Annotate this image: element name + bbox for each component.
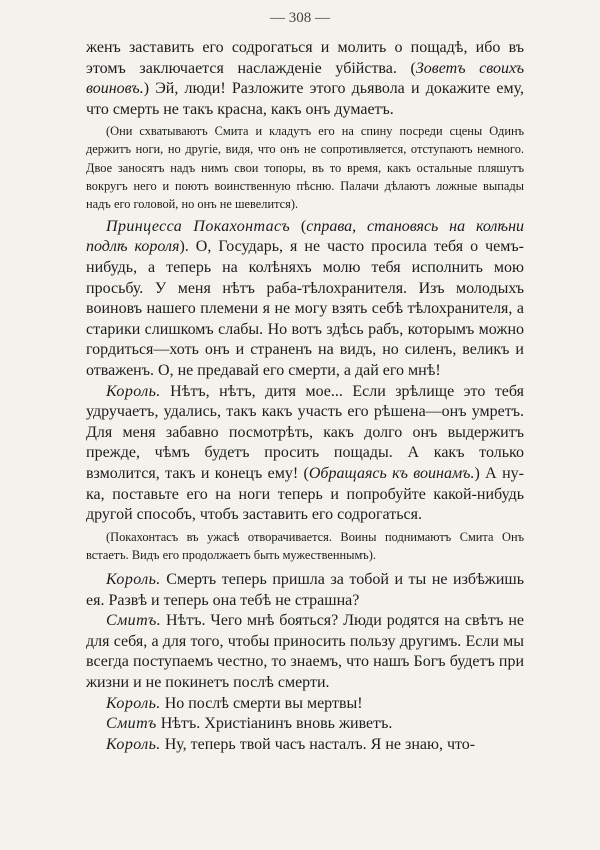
speaker-name: Король.	[106, 694, 161, 712]
text: Смерть теперь пришла за тобой и ты не избѣжишь ея. Развѣ и теперь она тебѣ не страшна?	[86, 570, 524, 609]
text: Ну, теперь твой часъ насталъ. Я не знаю, что-	[160, 735, 476, 753]
speaker-name: Принцесса Покахонтасъ	[106, 217, 291, 235]
text: ) А ну-ка, поставьте его на ноги теперь и попробуйте какой-нибудь другой способъ, чтобъ заставить его содрогаться.	[86, 464, 525, 524]
speaker-name: Смитъ.	[106, 612, 162, 630]
paragraph-king-4	[86, 735, 524, 756]
stage-direction-1: (Они схватываютъ Смита и кладутъ его на спину посреди сцены Одинъ держитъ ноги, но другіе, видя, что онъ не сопротивляется, отступаютъ немного. Двое заносятъ надъ нимъ свои топоры, въ то время, какъ остальные пляшутъ вокругъ него и поютъ воинственную пѣсню. Палачи дѣлаютъ ложные выпады надъ его головой, но онъ не шевелится).	[86, 124, 524, 211]
text: Но послѣ смерти вы мертвы!	[160, 694, 363, 712]
stage-direction-inline: справа, становясь на колѣни подлѣ короля	[86, 217, 525, 256]
text: Нѣтъ, нѣтъ, дитя мое... Если зрѣлище это тебя удручаетъ, удались, такъ какъ участь его рѣшена—онъ умретъ. Для меня забавно посмотрѣть, какъ долго онъ выдержитъ прежде, чѣмъ будетъ просить пощады. А какъ только взмолится, такъ и конецъ ему! (	[86, 382, 524, 482]
paragraph-smith-1	[86, 611, 524, 693]
paragraph-smith-2	[86, 714, 524, 735]
text: Нѣтъ. Христіанинъ вновь живетъ.	[156, 715, 393, 733]
paragraph-king-1	[86, 382, 524, 526]
speaker-name: Смитъ	[106, 715, 157, 733]
text: ). О, Государь, я не часто просила тебя о чемъ-нибудь, а теперь на колѣняхъ молю тебя исполнить мою просьбу. У меня нѣтъ раба-тѣлохранителя. Изъ молодыхъ воиновъ нашего племени я не могу взять себѣ тѣлохранителя, а старики слишкомъ слабы. Но вотъ здѣсь рабъ, которымъ можно гордиться—хоть онъ и страненъ на видъ, но силенъ, великъ и отваженъ. О, не предавай его смерти, а дай его мнѣ!	[86, 238, 525, 379]
page-text	[86, 38, 524, 755]
stage-direction-2: (Покахонтасъ въ ужасѣ отворачивается. Воины поднимаютъ Смита Онъ встаетъ. Видъ его продолжаетъ быть мужественнымъ).	[86, 529, 524, 562]
paragraph-king-2	[86, 570, 524, 611]
stage-direction-inline: Зоветъ своихъ воиновъ.	[86, 59, 524, 98]
speaker-name: Король.	[106, 382, 161, 400]
speaker-name: Король.	[106, 570, 161, 588]
page-number: — 308 —	[270, 10, 330, 26]
paragraph-king-3	[86, 694, 524, 715]
paragraph-1	[86, 38, 524, 120]
stage-direction-inline: Обращаясь къ воинамъ.	[308, 464, 475, 482]
text: Нѣтъ. Чего мнѣ бояться? Люди родятся на свѣтъ не для себя, а для того, чтобы приносить пользу другимъ. Если мы всегда поступаемъ честно, то знаемъ, что нашъ Богъ будетъ при жизни и не покинетъ послѣ смерти.	[86, 612, 524, 691]
paragraph-pocahontas	[86, 217, 524, 382]
speaker-name: Король.	[106, 735, 161, 753]
text: женъ заставить его содрогаться и молить о пощадѣ, ибо въ этомъ заключается наслажденіе убійства. (	[86, 39, 524, 77]
text: ) Эй, люди! Разложите этого дьявола и докажите ему, что смерть не такъ красна, какъ онъ думаетъ.	[86, 80, 524, 118]
text: (	[290, 217, 307, 235]
